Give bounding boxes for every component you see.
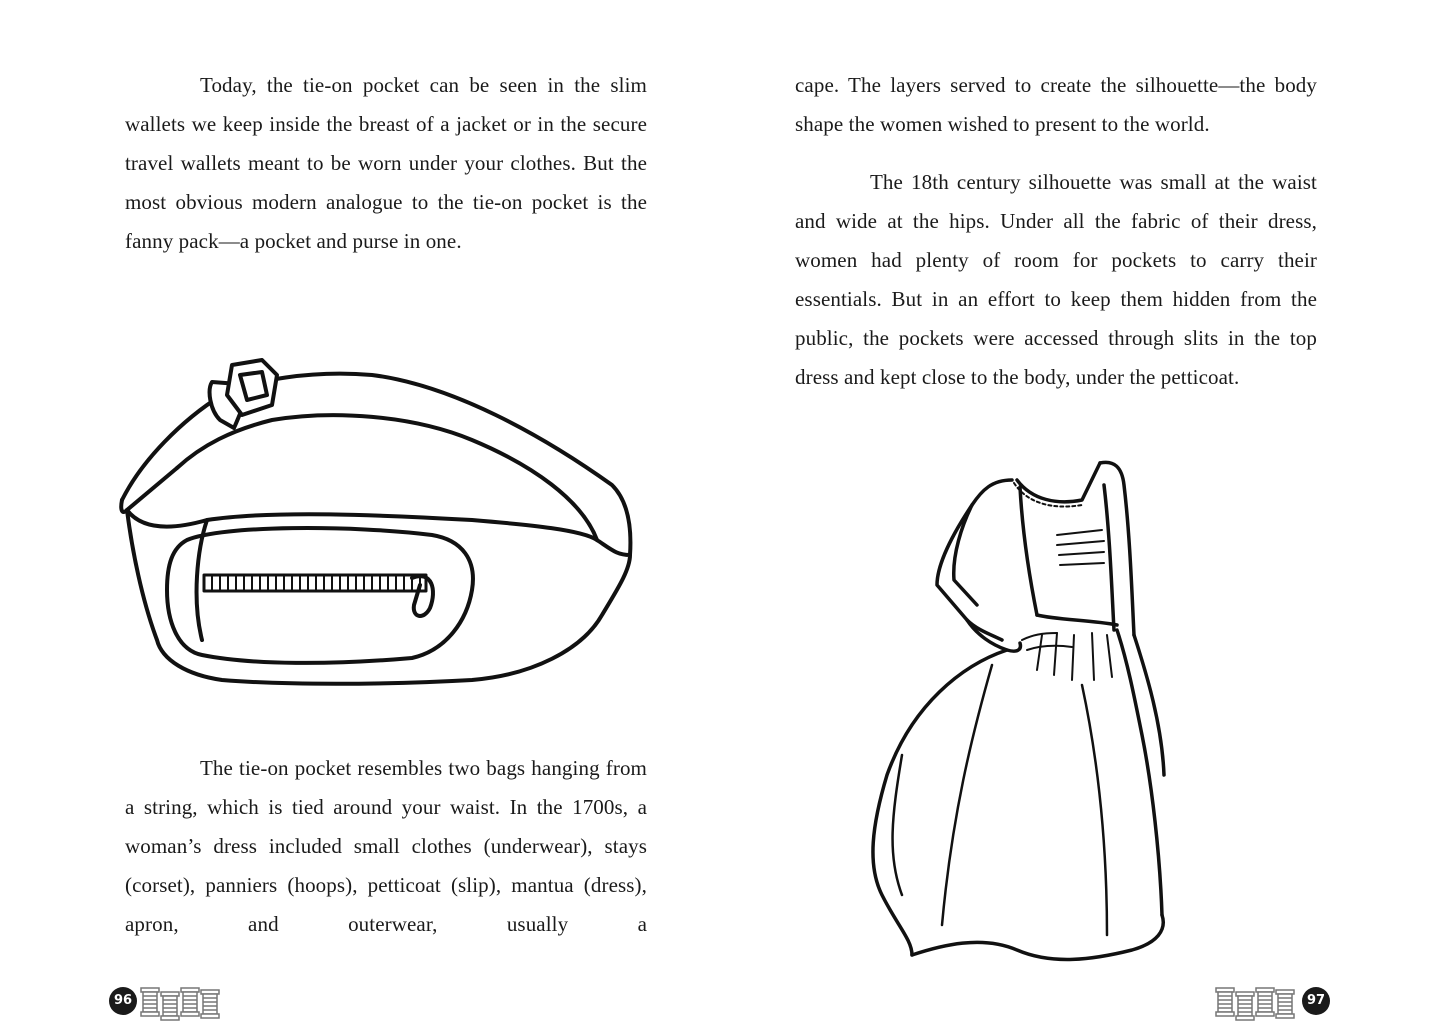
fanny-pack-icon — [112, 350, 647, 700]
left-paragraph-1: Today, the tie-on pocket can be seen in the slim wallets we keep inside the breast of a jacket or in the secure travel wallets meant to be worn under your clothes. But the most obvious modern analogue to the tie-on pocket is the fanny pack—a pocket and purse in one. — [125, 73, 647, 253]
right-paragraph-1: cape. The layers served to create the silhouette—the body shape the women wished to present to the world. — [795, 73, 1317, 136]
page-number: 97 — [1302, 987, 1330, 1015]
right-paragraph-2: The 18th century silhouette was small at the waist and wide at the hips. Under all the fabric of their dress, women had plenty of room for pockets to carry their essentials. But in an effort to keep them hidden from the public, the pockets were accessed through slits in the top dress and kept close to the body, under the petticoat. — [795, 170, 1317, 389]
page-number: 96 — [109, 987, 137, 1015]
right-page — [722, 0, 1445, 1032]
thread-spools-icon — [1212, 984, 1300, 1024]
dress-icon — [842, 455, 1172, 975]
left-paragraph-2: The tie-on pocket resembles two bags hanging from a string, which is tied around your waist. In the 1700s, a woman’s dress included small clothes (underwear), stays (corset), panniers (hoops), petticoat (slip), mantua (dress), apron, and outerwear, usually a — [125, 756, 647, 936]
thread-spools-icon — [137, 984, 225, 1024]
left-page — [0, 0, 722, 1032]
